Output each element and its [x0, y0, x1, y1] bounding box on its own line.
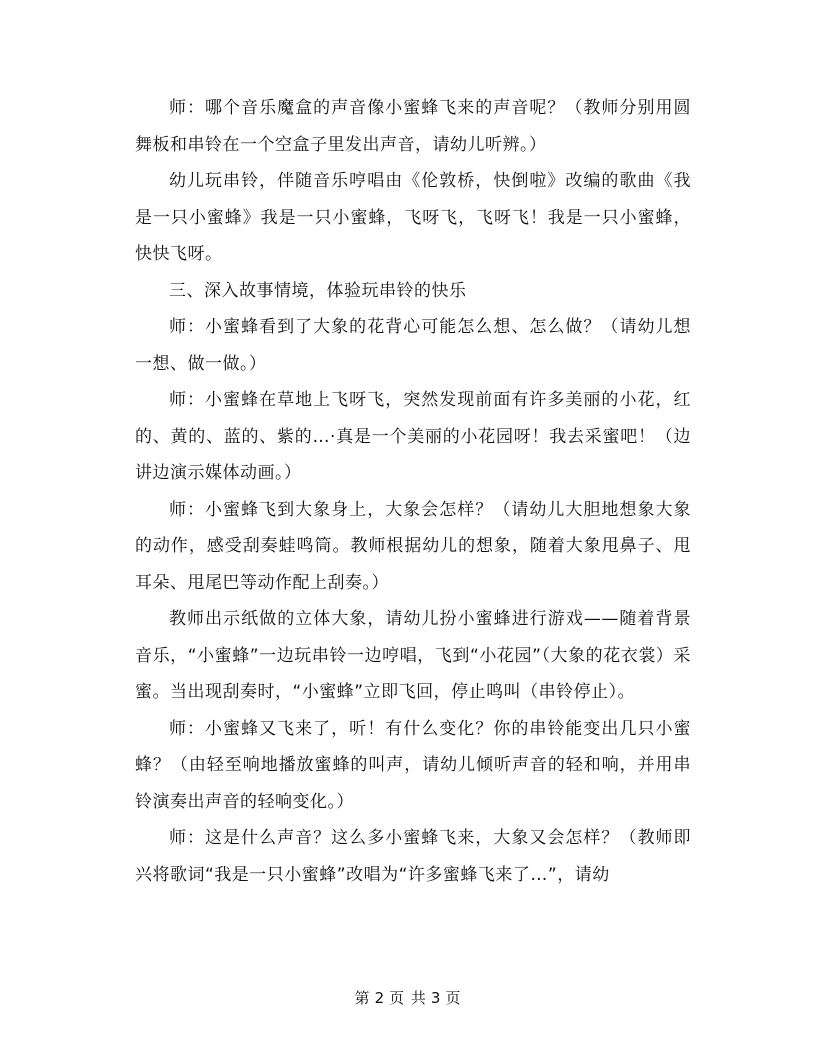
paragraph-bee-vest: 师：小蜜蜂看到了大象的花背心可能怎么想、怎么做？（请幼儿想一想、做一做。）: [135, 317, 691, 374]
footer-prefix: 第: [354, 989, 371, 1007]
paragraph-game-instructions: 教师出示纸做的立体大象，请幼儿扮小蜜蜂进行游戏——随着背景音乐，“小蜜蜂”一边玩串铃一边哼唱，飞到“小花园”（大象的花衣裳）采蜜。当出现刮奏时，“小蜜蜂”立即飞回，停止鸣叫（串铃停止）。: [135, 609, 691, 702]
section-heading-3: 三、深入故事情境，体验玩串铃的快乐: [169, 280, 467, 301]
footer-suffix: 页: [445, 989, 462, 1007]
paragraph-many-bees: 师：这是什么声音？这么多小蜜蜂飞来，大象又会怎样？（教师即兴将歌词“我是一只小蜜蜂”改唱为“许多蜜蜂飞来了…”，请幼: [135, 828, 691, 885]
page-body: [135, 90, 691, 893]
footer-total-pages: 3: [430, 989, 442, 1007]
page-footer: [0, 987, 816, 1008]
footer-page-number: 2: [374, 989, 386, 1007]
paragraph-children-sing: 幼儿玩串铃，伴随音乐哼唱由《伦敦桥，快倒啦》改编的歌曲《我是一只小蜜蜂》我是一只小蜜蜂，飞呀飞，飞呀飞！我是一只小蜜蜂，快快飞呀。: [135, 171, 691, 264]
paragraph-bee-garden: 师：小蜜蜂在草地上飞呀飞，突然发现前面有许多美丽的小花，红的、黄的、蓝的、紫的…·真是一个美丽的小花园呀！我去采蜜吧！（边讲边演示媒体动画。）: [135, 390, 691, 483]
paragraph-volume-change: 师：小蜜蜂又飞来了，听！有什么变化？你的串铃能变出几只小蜜蜂？（由轻至响地播放蜜蜂的叫声，请幼儿倾听声音的轻和响，并用串铃演奏出声音的轻响变化。）: [135, 718, 691, 812]
footer-middle: 页 共: [389, 989, 427, 1007]
paragraph-teacher-music-box: 师：哪个音乐魔盒的声音像小蜜蜂飞来的声音呢？（教师分别用圆舞板和串铃在一个空盒子里发出声音，请幼儿听辨。）: [135, 98, 691, 155]
paragraph-elephant-reaction: 师：小蜜蜂飞到大象身上，大象会怎样？（请幼儿大胆地想象大象的动作，感受刮奏蛙鸣筒。教师根据幼儿的想象，随着大象甩鼻子、甩耳朵、甩尾巴等动作配上刮奏。）: [135, 499, 691, 593]
